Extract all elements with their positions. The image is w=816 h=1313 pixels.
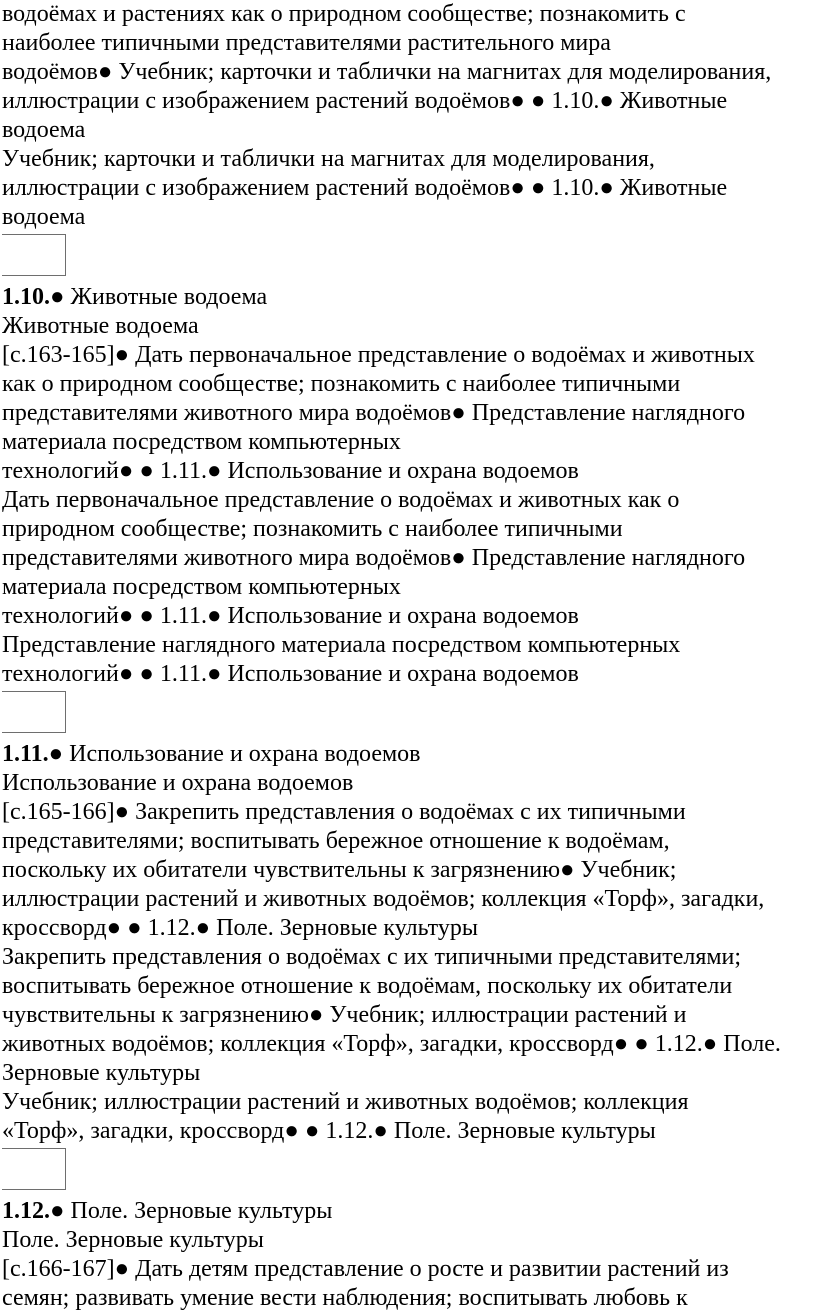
text-line: водоёмов● Учебник; карточки и таблички на магнитах для моделирования, (2, 59, 772, 85)
section-number: 1.12.● (2, 1198, 65, 1224)
empty-cell-box (2, 1148, 66, 1190)
text-line: Дать первоначальное представление о водоёмах и животных как о (2, 487, 680, 513)
text-line: семян; развивать умение вести наблюдения; воспитывать любовь к (2, 1285, 688, 1311)
section-title: Животные водоема (64, 284, 268, 310)
section-number: 1.11.● (2, 741, 64, 767)
text-line: технологий● ● 1.11.● Использование и охрана водоемов (2, 458, 579, 484)
text-line: Учебник; иллюстрации растений и животных водоёмов; коллекция (2, 1089, 689, 1115)
section-heading (2, 740, 816, 769)
section-heading (2, 283, 816, 312)
text-line: животных водоёмов; коллекция «Торф», загадки, кроссворд● ● 1.12.● Поле. (2, 1031, 781, 1057)
text-line: [с.163-165]● Дать первоначальное представление о водоёмах и животных (2, 342, 755, 368)
text-line: «Торф», загадки, кроссворд● ● 1.12.● Поле. Зерновые культуры (2, 1118, 656, 1144)
text-line: [с.165-166]● Закрепить представления о водоёмах с их типичными (2, 799, 686, 825)
text-line: представителями; воспитывать бережное отношение к водоёмам, (2, 828, 670, 854)
text-line: [с.166-167]● Дать детям представление о росте и развитии растений из (2, 1256, 729, 1282)
text-line: материала посредством компьютерных (2, 429, 401, 455)
text-line: иллюстрации с изображением растений водоёмов● ● 1.10.● Животные (2, 175, 728, 201)
text-line: Представление наглядного материала посредством компьютерных (2, 632, 681, 658)
text-line: представителями животного мира водоёмов● Представление наглядного (2, 545, 746, 571)
text-line: природном сообществе; познакомить с наиболее типичными (2, 516, 623, 542)
text-block-1 (2, 0, 816, 232)
text-line: Поле. Зерновые культуры (2, 1227, 264, 1253)
text-line: чувствительны к загрязнению● Учебник; иллюстрации растений и (2, 1002, 687, 1028)
empty-cell-box (2, 234, 66, 276)
text-line: как о природном сообществе; познакомить с наиболее типичными (2, 371, 681, 397)
text-line: поскольку их обитатели чувствительны к загрязнению● Учебник; (2, 857, 677, 883)
text-line: водоёмах и растениях как о природном сообществе; познакомить с (2, 1, 686, 27)
text-line: Использование и охрана водоемов (2, 770, 354, 796)
text-block-2 (2, 283, 816, 689)
text-line: иллюстрации растений и животных водоёмов; коллекция «Торф», загадки, (2, 886, 765, 912)
text-line: Учебник; карточки и таблички на магнитах для моделирования, (2, 146, 655, 172)
section-heading (2, 1197, 816, 1226)
section-number: 1.10.● (2, 284, 65, 310)
text-line: иллюстрации с изображением растений водоёмов● ● 1.10.● Животные (2, 88, 728, 114)
text-line: представителями животного мира водоёмов● Представление наглядного (2, 400, 746, 426)
text-line: водоема (2, 117, 86, 143)
text-line: материала посредством компьютерных (2, 574, 401, 600)
section-title: Поле. Зерновые культуры (64, 1198, 333, 1224)
text-line: технологий● ● 1.11.● Использование и охрана водоемов (2, 603, 579, 629)
text-line: наиболее типичными представителями растительного мира (2, 30, 611, 56)
section-title: Использование и охрана водоемов (63, 741, 421, 767)
text-line: Закрепить представления о водоёмах с их типичными представителями; (2, 944, 742, 970)
text-line: водоема (2, 204, 86, 230)
text-block-4 (2, 1197, 816, 1313)
text-line: Животные водоема (2, 313, 199, 339)
empty-cell-box (2, 691, 66, 733)
text-line: воспитывать бережное отношение к водоёмам, поскольку их обитатели (2, 973, 733, 999)
text-block-3 (2, 740, 816, 1146)
text-line: кроссворд● ● 1.12.● Поле. Зерновые культуры (2, 915, 478, 941)
text-line: технологий● ● 1.11.● Использование и охрана водоемов (2, 661, 579, 687)
text-line: Зерновые культуры (2, 1060, 201, 1086)
